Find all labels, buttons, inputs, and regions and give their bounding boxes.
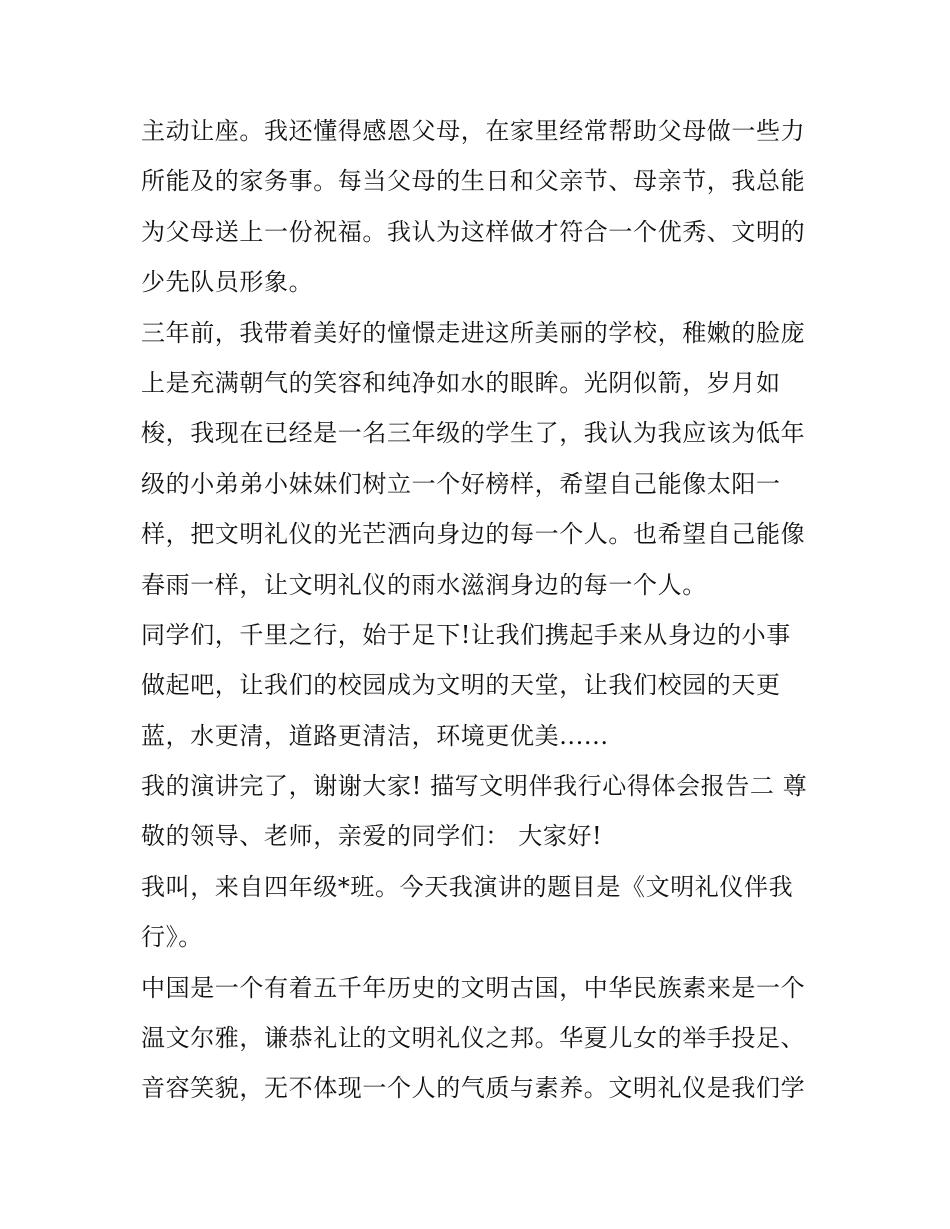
text-line: 敬的领导、老师，亲爱的同学们： 大家好! xyxy=(141,822,603,851)
text-line: 行》。 xyxy=(141,923,203,952)
text-line: 梭，我现在已经是一名三年级的学生了，我认为我应该为低年 xyxy=(141,419,806,448)
text-line: 所能及的家务事。每当父母的生日和父亲节、母亲节，我总能 xyxy=(141,167,806,196)
text-line: 主动让座。我还懂得感恩父母，在家里经常帮助父母做一些力 xyxy=(141,117,806,145)
text-line: 少先队员形象。 xyxy=(141,268,314,297)
text-line: 温文尔雅，谦恭礼让的文明礼仪之邦。华夏儿女的举手投足、 xyxy=(141,1024,806,1053)
text-line: 三年前，我带着美好的憧憬走进这所美丽的学校，稚嫩的脸庞 xyxy=(141,318,806,347)
text-line: 蓝，水更清，道路更清洁，环境更优美...... xyxy=(141,721,609,750)
text-line: 级的小弟弟小妹妹们树立一个好榜样，希望自己能像太阳一 xyxy=(141,469,781,498)
text-line: 上是充满朝气的笑容和纯净如水的眼眸。光阴似箭，岁月如 xyxy=(141,368,781,397)
text-line: 春雨一样，让文明礼仪的雨水滋润身边的每一个人。 xyxy=(141,570,707,599)
text-line: 同学们，千里之行，始于足下!让我们携起手来从身边的小事 xyxy=(141,620,791,649)
text-line: 音容笑貌，无不体现一个人的气质与素养。文明礼仪是我们学 xyxy=(141,1074,806,1103)
text-line: 样，把文明礼仪的光芒洒向身边的每一个人。也希望自己能像 xyxy=(141,520,806,549)
text-line: 为父母送上一份祝福。我认为这样做才符合一个优秀、文明的 xyxy=(141,217,806,246)
document-body xyxy=(141,106,821,1114)
text-line: 我的演讲完了，谢谢大家! 描写文明伴我行心得体会报告二 尊 xyxy=(141,772,808,801)
text-line: 做起吧，让我们的校园成为文明的天堂，让我们校园的天更 xyxy=(141,671,781,700)
text-line: 我叫，来自四年级*班。今天我演讲的题目是《文明礼仪伴我 xyxy=(141,872,794,901)
text-line: 中国是一个有着五千年历史的文明古国，中华民族素来是一个 xyxy=(141,973,806,1002)
